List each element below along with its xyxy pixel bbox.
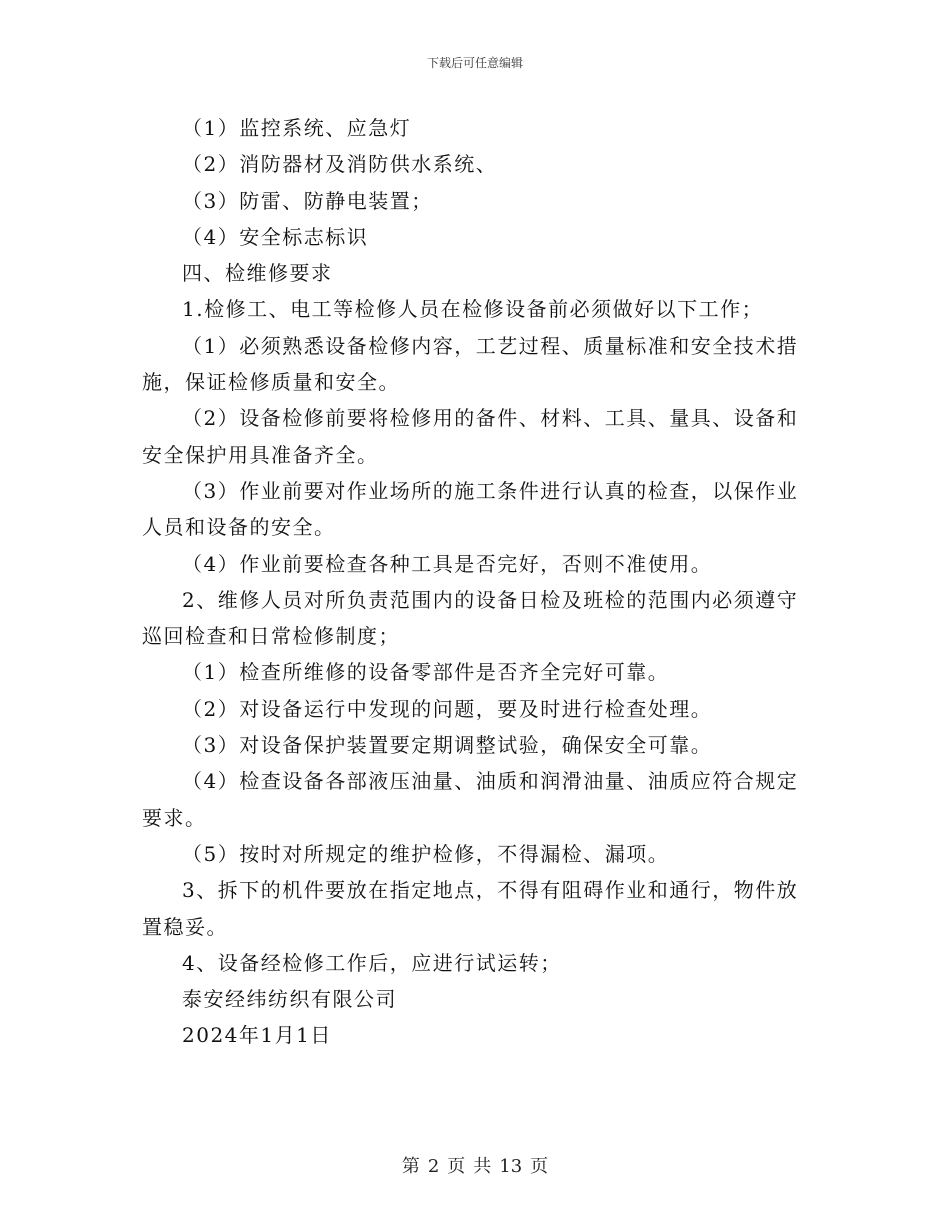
paragraph: 2、维修人员对所负责范围内的设备日检及班检的范围内必须遵守巡回检查和日常检修制度； <box>142 587 799 649</box>
paragraph: （1）必须熟悉设备检修内容，工艺过程、质量标准和安全技术措施，保证检修质量和安全。 <box>142 333 799 395</box>
document-body <box>142 110 812 1054</box>
document-date: 2024年1月1日 <box>182 1023 332 1048</box>
paragraph: （3）防雷、防静电装置； <box>182 188 433 213</box>
paragraph: 3、拆下的机件要放在指定地点，不得有阻碍作业和通行，物件放置稳妥。 <box>142 878 799 939</box>
paragraph: 4、设备经检修工作后，应进行试运转； <box>182 950 562 975</box>
paragraph: （4）作业前要检查各种工具是否完好，否则不准使用。 <box>182 551 713 576</box>
paragraph: （1）监控系统、应急灯 <box>182 116 412 140</box>
total-pages-number: 13 <box>499 1156 523 1177</box>
header-note: 下载后可任意编辑 <box>426 56 523 70</box>
paragraph: （5）按时对所规定的维护检修，不得漏检、漏项。 <box>182 841 670 866</box>
paragraph: （3）作业前要对作业场所的施工条件进行认真的检查，以保作业人员和设备的安全。 <box>142 478 799 540</box>
footer-prefix: 第 <box>401 1156 420 1177</box>
company-name: 泰安经纬纺织有限公司 <box>182 987 397 1012</box>
page-footer <box>0 1152 950 1178</box>
paragraph: （3）对设备保护装置要定期调整试验，确保安全可靠。 <box>182 733 713 758</box>
paragraph: （1）检查所维修的设备零部件是否齐全完好可靠。 <box>182 660 670 685</box>
paragraph: （4）安全标志标识 <box>182 224 369 249</box>
paragraph: （2）设备检修前要将检修用的备件、材料、工具、量具、设备和安全保护用具准备齐全。 <box>142 406 799 467</box>
footer-page-label: 页 <box>447 1156 466 1177</box>
paragraph: （2）消防器材及消防供水系统、 <box>182 152 498 177</box>
paragraph: （2）对设备运行中发现的问题，要及时进行检查处理。 <box>182 696 713 721</box>
current-page-number: 2 <box>427 1156 440 1177</box>
paragraph: 1.检修工、电工等检修人员在检修设备前必须做好以下工作； <box>182 297 764 322</box>
section-heading: 四、检维修要求 <box>182 261 333 286</box>
paragraph: （4）检查设备各部液压油量、油质和润滑油量、油质应符合规定要求。 <box>142 769 799 830</box>
footer-suffix: 页 <box>530 1156 549 1177</box>
footer-total-label: 共 <box>473 1156 492 1177</box>
